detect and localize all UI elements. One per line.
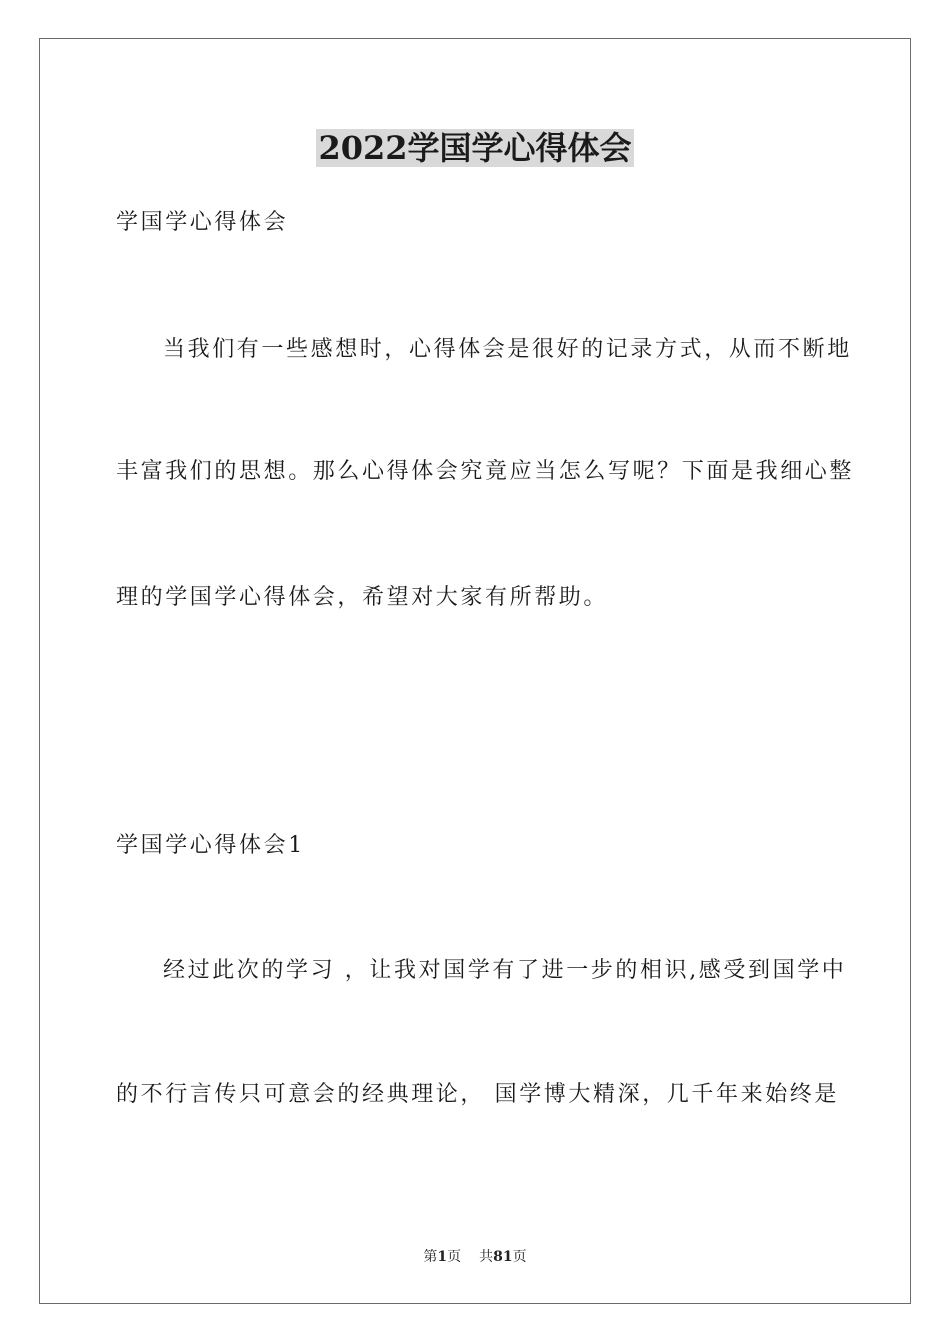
total-suffix: 页 — [512, 1249, 527, 1265]
total-prefix: 共 — [479, 1249, 494, 1265]
page-suffix: 页 — [447, 1249, 462, 1265]
paragraph-1-line-3: 理的学国学心得体会，希望对大家有所帮助。 — [116, 585, 609, 610]
page-prefix: 第 — [423, 1249, 438, 1265]
paragraph-1-line-2: 丰富我们的思想。那么心得体会究竟应当怎么写呢？下面是我细心整 — [116, 459, 855, 484]
document-title — [0, 124, 950, 172]
page-current: 1 — [437, 1249, 448, 1265]
paragraph-2-line-2: 的不行言传只可意会的经典理论， 国学博大精深，几千年来始终是 — [116, 1082, 839, 1107]
paragraph-2-line-1: 经过此次的学习 ，让我对国学有了进一步的相识,感受到国学中 — [163, 958, 847, 983]
page-footer — [0, 1248, 950, 1266]
document-subtitle: 学国学心得体会 — [116, 210, 289, 235]
paragraph-1-line-1: 当我们有一些感想时，心得体会是很好的记录方式，从而不断地 — [163, 337, 852, 362]
document-title-text: 2022学国学心得体会 — [318, 129, 632, 167]
section-heading: 学国学心得体会1 — [116, 833, 305, 858]
page-total: 81 — [493, 1249, 513, 1265]
